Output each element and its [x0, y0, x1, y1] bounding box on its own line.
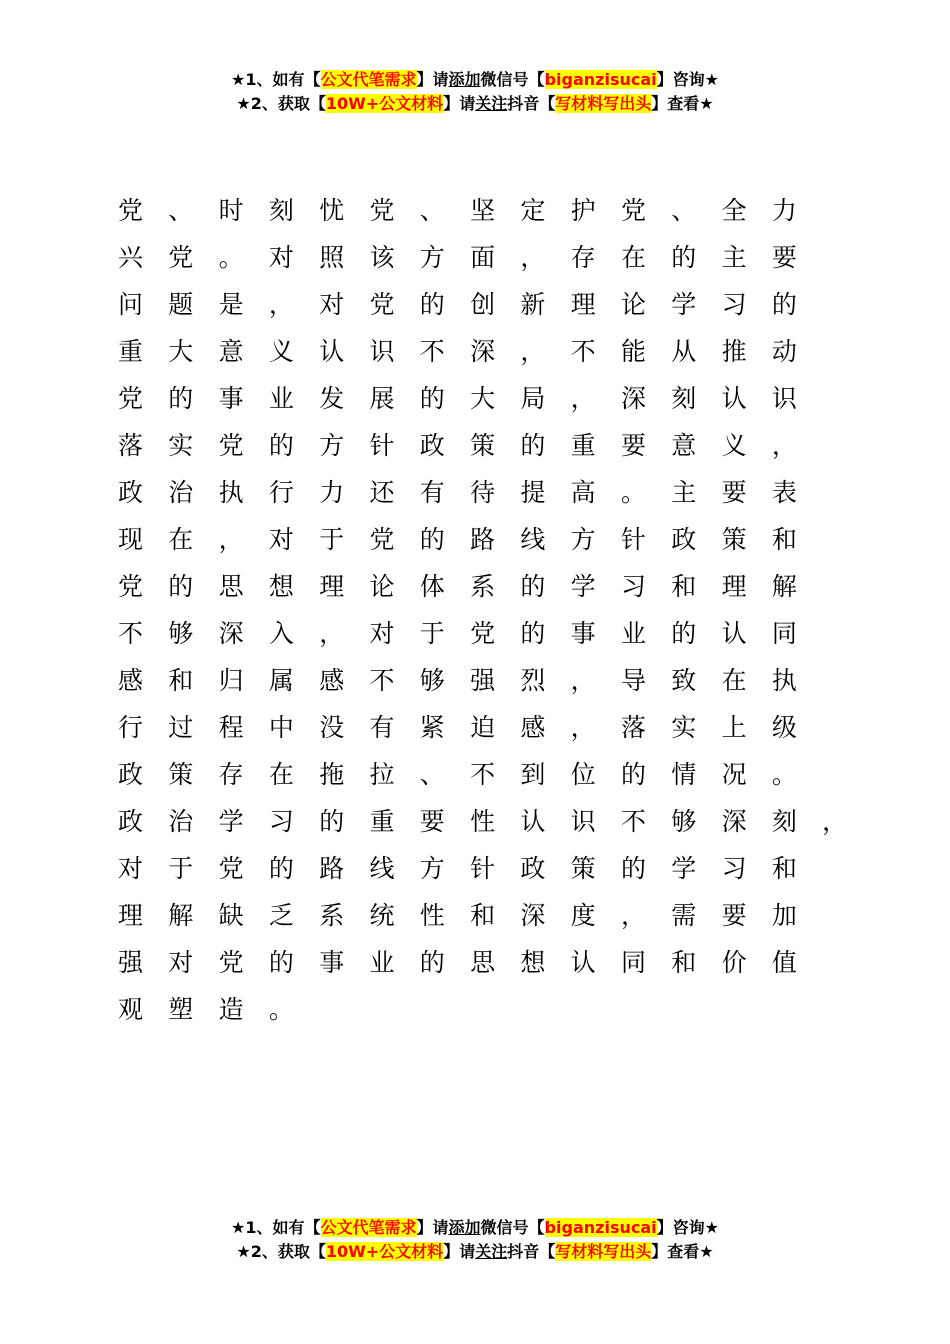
- banner-text: 抖音【: [507, 94, 556, 113]
- header-banner-line-1: [0, 68, 950, 92]
- banner-text: 】咨询★: [656, 70, 719, 89]
- body-line: 政 治 执 行 力 还 有 待 提 高 。 主 要 表: [118, 477, 797, 507]
- banner-text: 】请: [416, 70, 449, 89]
- banner-text: 】咨询★: [656, 1218, 719, 1237]
- body-line: 落 实 党 的 方 针 政 策 的 重 要 意 义 ，: [118, 430, 797, 460]
- banner-text: ★1、如有【: [231, 70, 321, 89]
- footer-banner-line-2: [0, 1240, 950, 1264]
- banner-underline: 关注: [475, 1242, 508, 1261]
- body-line: 不 够 深 入 ， 对 于 党 的 事 业 的 认 同: [118, 618, 797, 648]
- banner-text: ★1、如有【: [231, 1218, 321, 1237]
- banner-text: 】请: [416, 1218, 449, 1237]
- banner-text: 】请: [443, 94, 476, 113]
- banner-text: 】查看★: [651, 94, 714, 113]
- banner-underline: 添加: [448, 70, 481, 89]
- banner-text: 抖音【: [507, 1242, 556, 1261]
- body-line: 强 对 党 的 事 业 的 思 想 认 同 和 价 值: [118, 947, 797, 977]
- banner-highlight: 公文代笔需求: [320, 70, 417, 89]
- banner-highlight: 10W+公文材料: [325, 1242, 444, 1261]
- document-body: [118, 185, 878, 1031]
- body-line: 党 的 事 业 发 展 的 大 局 ， 深 刻 认 识: [118, 383, 797, 413]
- body-line: 重 大 意 义 认 识 不 深 ， 不 能 从 推 动: [118, 336, 797, 366]
- banner-text: ★2、获取【: [236, 1242, 326, 1261]
- footer-banner-line-1: [0, 1216, 950, 1240]
- banner-highlight: 写材料写出头: [555, 1242, 652, 1261]
- footer-banner: [0, 1216, 950, 1264]
- body-line: 对 于 党 的 路 线 方 针 政 策 的 学 习 和: [118, 853, 797, 883]
- body-line: 现 在 ， 对 于 党 的 路 线 方 针 政 策 和: [118, 524, 797, 554]
- banner-text: 微信号【: [480, 1218, 545, 1237]
- body-line: 行 过 程 中 没 有 紧 迫 感 ， 落 实 上 级: [118, 712, 797, 742]
- body-line: 问 题 是 ， 对 党 的 创 新 理 论 学 习 的: [118, 289, 797, 319]
- banner-text: 】请: [443, 1242, 476, 1261]
- body-line: 政 治 学 习 的 重 要 性 认 识 不 够 深 刻 ，: [118, 806, 848, 836]
- body-line: 感 和 归 属 感 不 够 强 烈 ， 导 致 在 执: [118, 665, 797, 695]
- body-line: 党 的 思 想 理 论 体 系 的 学 习 和 理 解: [118, 571, 797, 601]
- banner-highlight: biganzisucai: [544, 70, 657, 89]
- banner-highlight: biganzisucai: [544, 1218, 657, 1237]
- banner-text: ★2、获取【: [236, 94, 326, 113]
- body-line: 政 策 存 在 拖 拉 、 不 到 位 的 情 况 。: [118, 759, 797, 789]
- banner-highlight: 10W+公文材料: [325, 94, 444, 113]
- banner-highlight: 写材料写出头: [555, 94, 652, 113]
- body-line: 兴 党 。 对 照 该 方 面 ， 存 在 的 主 要: [118, 242, 797, 272]
- banner-text: 微信号【: [480, 70, 545, 89]
- banner-highlight: 公文代笔需求: [320, 1218, 417, 1237]
- header-banner-line-2: [0, 92, 950, 116]
- banner-underline: 添加: [448, 1218, 481, 1237]
- body-line: 理 解 缺 乏 系 统 性 和 深 度 ， 需 要 加: [118, 900, 797, 930]
- banner-text: 】查看★: [651, 1242, 714, 1261]
- banner-underline: 关注: [475, 94, 508, 113]
- body-line: 党 、 时 刻 忧 党 、 坚 定 护 党 、 全 力: [118, 195, 797, 225]
- body-line: 观 塑 造 。: [118, 994, 294, 1024]
- header-banner: [0, 68, 950, 116]
